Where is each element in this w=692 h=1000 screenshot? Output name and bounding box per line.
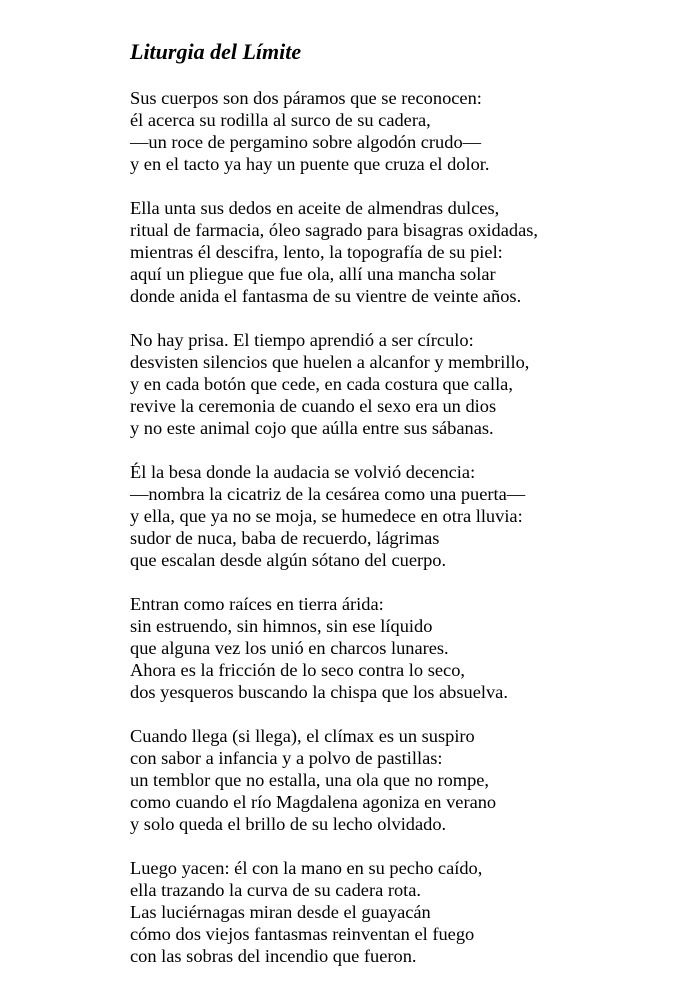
poem-line: y no este animal cojo que aúlla entre sus sábanas. [130,417,494,438]
stanza-1 [130,88,670,176]
poem-line: donde anida el fantasma de su vientre de veinte años. [130,285,522,306]
poem-line: revive la ceremonia de cuando el sexo era un dios [130,395,497,416]
stanza-3 [130,330,670,440]
poem-line: sin estruendo, sin himnos, sin ese líquido [130,616,433,637]
poem-line: ritual de farmacia, óleo sagrado para bisagras oxidadas, [130,220,538,241]
poem-line: cómo dos viejos fantasmas reinventan el fuego [130,924,475,944]
poem-line: No hay prisa. El tiempo aprendió a ser círculo: [130,330,474,351]
poem-line: Entran como raíces en tierra árida: [130,594,384,615]
poem-line: con sabor a infancia y a polvo de pastillas: [130,748,443,769]
poem-line: aquí un pliegue que fue ola, allí una mancha solar [130,263,496,284]
poem-line: Ella unta sus dedos en aceite de almendras dulces, [130,198,500,219]
poem-line: que alguna vez los unió en charcos lunares. [130,638,449,659]
poem-title: Liturgia del Límite [130,39,302,64]
poem-line: y ella, que ya no se moja, se humedece en otra lluvia: [130,506,523,526]
stanza-6 [130,726,670,836]
poem-line: Sus cuerpos son dos páramos que se reconocen: [130,88,482,108]
poem-line: con las sobras del incendio que fueron. [130,945,417,966]
poem-line: y en cada botón que cede, en cada costura que calla, [130,373,513,394]
poem-line: mientras él descifra, lento, la topografía de su piel: [130,241,503,262]
poem-line: ella trazando la curva de su cadera rota. [130,880,422,901]
poem-line: que escalan desde algún sótano del cuerpo. [130,549,447,570]
poem-page [130,38,670,990]
poem-line: y en el tacto ya hay un puente que cruza el dolor. [130,153,490,174]
poem-line: y solo queda el brillo de su lecho olvidado. [130,813,447,834]
stanza-2 [130,198,670,308]
poem-line: Ahora es la fricción de lo seco contra lo seco, [130,659,465,680]
poem-line: como cuando el río Magdalena agoniza en verano [130,791,497,812]
poem-line: Las luciérnagas miran desde el guayacán [130,902,431,923]
poem-line: él acerca su rodilla al surco de su cadera, [130,109,431,130]
poem-line: desvisten silencios que huelen a alcanfor y membrillo, [130,352,530,373]
poem-line: —nombra la cicatriz de la cesárea como una puerta— [130,484,526,505]
poem-line: dos yesqueros buscando la chispa que los absuelva. [130,681,508,702]
poem-line: Cuando llega (si llega), el clímax es un suspiro [130,726,475,747]
poem-line: Él la besa donde la audacia se volvió decencia: [130,462,476,483]
poem-line: Luego yacen: él con la mano en su pecho caído, [130,858,483,879]
poem-line: un temblor que no estalla, una ola que no rompe, [130,770,490,791]
stanza-4 [130,462,670,572]
poem-line: —un roce de pergamino sobre algodón crudo— [130,131,482,152]
poem-line: sudor de nuca, baba de recuerdo, lágrimas [130,527,440,548]
stanza-7 [130,858,670,968]
stanza-5 [130,594,670,704]
